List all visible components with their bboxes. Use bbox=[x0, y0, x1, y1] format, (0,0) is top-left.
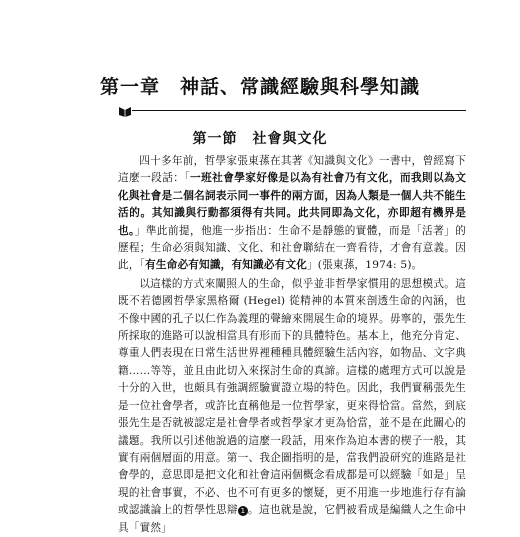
section-title: 第一節 社會與文化 bbox=[192, 131, 328, 147]
paragraph-1-text-b: 」準此前提，他進一步指出：生命不是靜態的實體，而是「活著」的歷程；生命必須與知識、文化、和社會聯結在一齊看待，才會有意義。因此，「 bbox=[118, 224, 466, 272]
chapter-divider bbox=[118, 104, 466, 118]
citation: 」(張東蓀，1974: 5)。 bbox=[307, 259, 423, 272]
quote-zhang-2: 有生命必有知識，有知識必有文化 bbox=[145, 259, 307, 272]
paragraph-2-text-a: 以這樣的方式來闡照人的生命，似乎並非哲學家慣用的思想模式。這既不若德國哲學家黑格爾 (Hegel) 從精神的本質來剖透生命的內涵，也不像中國的孔子以仁作為義理的聲繪來開展生命的境界。毋寧的，張先生所採取的進路可以說相當具有形而下的具體特色。基本上，他充分肯定、尊重人們表現在日常生活世界裡種種具體經驗生活內容，如物品、文字典籍……等等，並且由此切入來探討生命的真諦。這樣的處理方式可以說是十分的入世，也頗具有強調經驗實證立場的特色。因此，我們實稱張先生是一位社會學者，或許比直稱他是一位哲學家，更來得恰當。當然，到底張先生是否就被認定是社會學者或哲學家才更為恰當，並不是在此關心的議題。我所以引述他說過的這麼一段話，用來作為迫本書的楔子一般，其實有兩個層面的用意。第一、我企圖指明的是，當我們設研究的進路是社會學的，意思即是把文化和社會這兩個概念看成都是可以經驗「如是」呈現的社會事實，不必、也不可有更多的懷疑，更不用進一步地進行存有論或認識論上的哲學性思辯 bbox=[118, 277, 466, 517]
quote-zhang-1: 一班社會學家好像是以為有社會乃有文化，而我則以為文化與社會是二個名詞表示同一事件的兩方面，因為人類是一個人共不能生活的。其知識與行動都須得有共同。此共同即為文化，亦即超有機界是也。 bbox=[118, 172, 466, 237]
paragraph-1 bbox=[118, 153, 466, 275]
ornament-icon bbox=[118, 104, 134, 118]
body-text bbox=[118, 153, 466, 537]
paragraph-1-text-a: 四十多年前，哲學家張東蓀在其著《知識與文化》一書中，曾經寫下這麼一段話：「 bbox=[118, 155, 466, 185]
paragraph-2 bbox=[118, 276, 466, 537]
paragraph-2-text-b: 。這也就是說，它們被看成是編織人之生命中具「實然」 bbox=[118, 504, 466, 534]
footnote-marker[interactable]: 1 bbox=[238, 506, 248, 516]
divider-line bbox=[132, 110, 466, 111]
chapter-title: 第一章 神話、常識經驗與科學知識 bbox=[99, 76, 420, 98]
